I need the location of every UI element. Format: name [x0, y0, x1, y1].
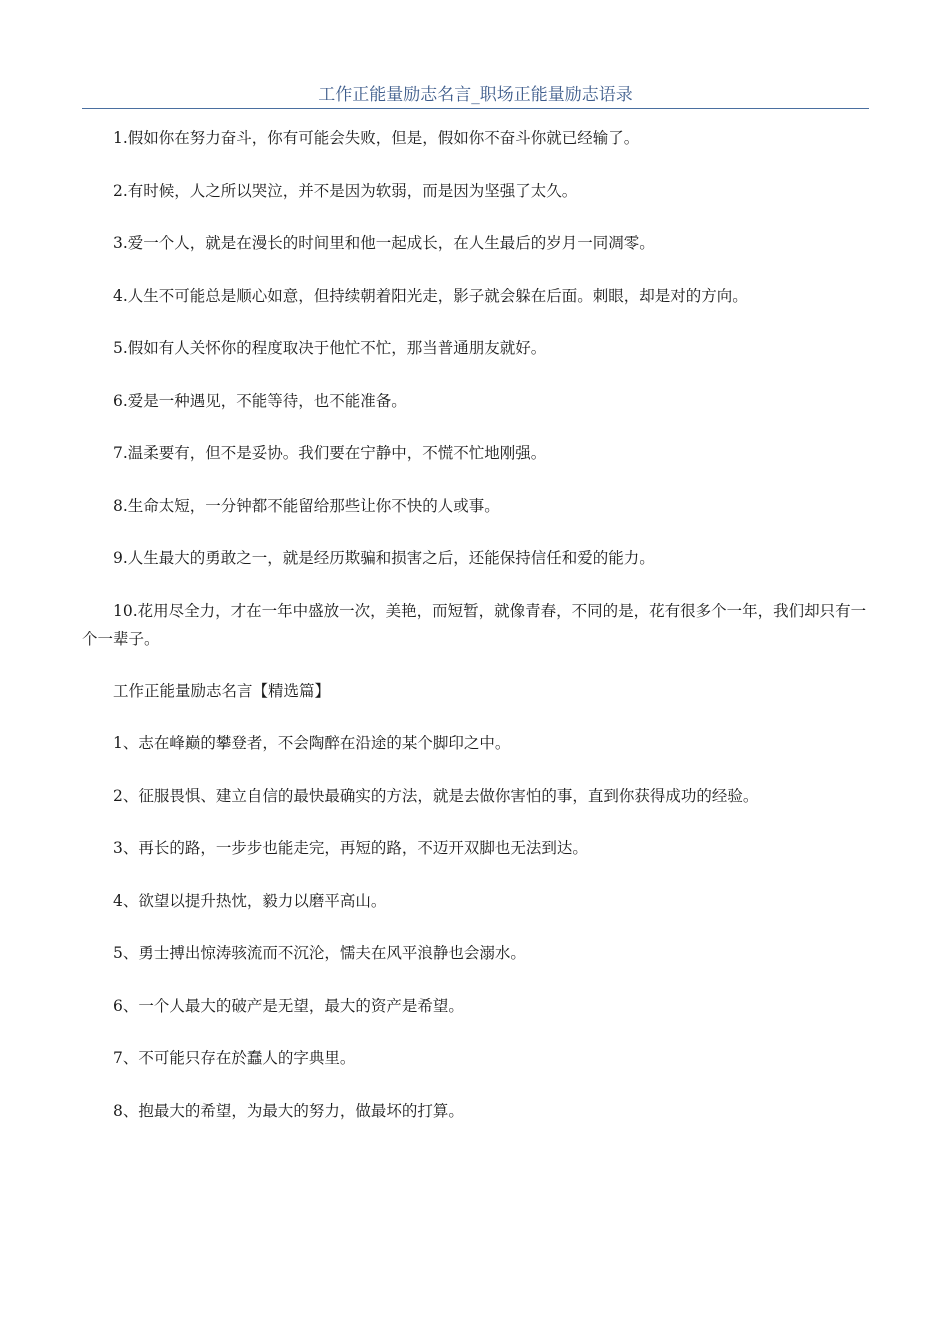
quote-paragraph: 7.温柔要有，但不是妥协。我们要在宁静中，不慌不忙地刚强。 [113, 444, 547, 462]
page-header-title: 工作正能量励志名言_职场正能量励志语录 [318, 85, 633, 105]
quote-paragraph: 7、不可能只存在於蠢人的字典里。 [113, 1049, 356, 1067]
quote-paragraph: 8、抱最大的希望，为最大的努力，做最坏的打算。 [113, 1101, 464, 1120]
quote-paragraph: 10.花用尽全力，才在一年中盛放一次，美艳，而短暂，就像青春，不同的是，花有很多个一年，我们却只有一个一辈子。 [82, 601, 867, 648]
quote-paragraph: 1.假如你在努力奋斗，你有可能会失败，但是，假如你不奋斗你就已经输了。 [113, 129, 640, 147]
quote-paragraph: 5、勇士搏出惊涛骇流而不沉沦，懦夫在风平浪静也会溺水。 [113, 944, 526, 962]
quote-paragraph: 8.生命太短，一分钟都不能留给那些让你不快的人或事。 [113, 496, 500, 515]
section-heading: 工作正能量励志名言【精选篇】 [113, 681, 331, 700]
quote-paragraph: 4.人生不可能总是顺心如意，但持续朝着阳光走，影子就会躲在后面。刺眼，却是对的方向。 [113, 286, 748, 305]
quote-paragraph: 3.爱一个人，就是在漫长的时间里和他一起成长，在人生最后的岁月一同凋零。 [113, 234, 655, 252]
quote-paragraph: 5.假如有人关怀你的程度取决于他忙不忙，那当普通朋友就好。 [113, 339, 547, 357]
document-body [82, 124, 869, 1149]
quote-paragraph: 3、再长的路，一步步也能走完，再短的路，不迈开双脚也无法到达。 [113, 839, 588, 857]
quote-paragraph: 6.爱是一种遇见，不能等待，也不能准备。 [113, 391, 407, 410]
quote-paragraph: 6、一个人最大的破产是无望，最大的资产是希望。 [113, 996, 464, 1015]
quote-paragraph: 1、志在峰巅的攀登者，不会陶醉在沿途的某个脚印之中。 [113, 734, 511, 752]
quote-paragraph: 2.有时候，人之所以哭泣，并不是因为软弱，而是因为坚强了太久。 [113, 181, 578, 200]
quote-paragraph: 4、欲望以提升热忱，毅力以磨平高山。 [113, 891, 387, 910]
quote-paragraph: 9.人生最大的勇敢之一，就是经历欺骗和损害之后，还能保持信任和爱的能力。 [113, 549, 655, 567]
quote-paragraph: 2、征服畏惧、建立自信的最快最确实的方法，就是去做你害怕的事，直到你获得成功的经验。 [113, 786, 759, 805]
header-divider [82, 108, 869, 109]
